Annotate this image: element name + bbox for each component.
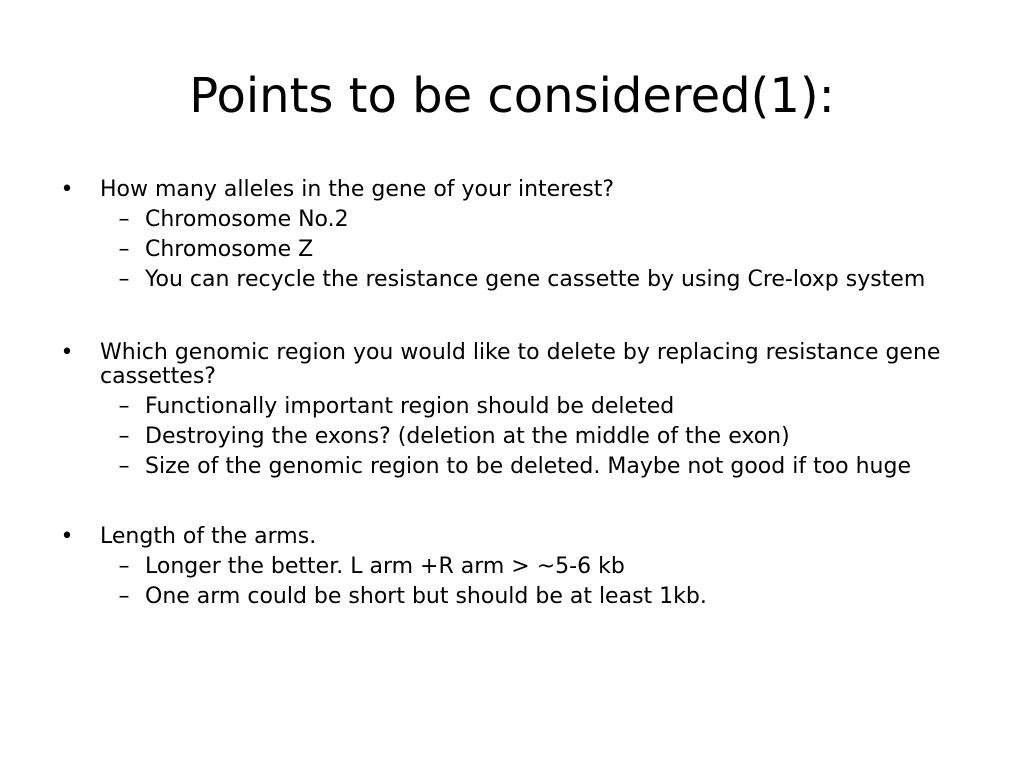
sub-item bbox=[100, 585, 977, 609]
sub-list bbox=[100, 208, 977, 292]
sub-item bbox=[100, 208, 977, 232]
bullet-marker: • bbox=[60, 177, 74, 202]
sub-marker: – bbox=[118, 237, 130, 262]
bullet-text: Length of the arms. bbox=[100, 524, 317, 549]
sub-marker: – bbox=[118, 394, 130, 419]
sub-marker: – bbox=[118, 554, 130, 579]
sub-marker: – bbox=[118, 424, 130, 449]
sub-item bbox=[100, 425, 977, 449]
sub-marker: – bbox=[118, 207, 130, 232]
slide-title: Points to be considered(1): bbox=[189, 68, 835, 124]
sub-text: Chromosome No.2 bbox=[145, 207, 349, 232]
sub-text: Chromosome Z bbox=[145, 237, 314, 262]
sub-item bbox=[100, 395, 977, 419]
sub-text: One arm could be short but should be at least 1kb. bbox=[145, 584, 707, 609]
sub-text: Functionally important region should be deleted bbox=[145, 394, 675, 419]
slide-body bbox=[57, 178, 977, 615]
sub-text: You can recycle the resistance gene cassette by using Cre-loxp system bbox=[145, 267, 926, 292]
sub-item bbox=[100, 238, 977, 262]
bullet-text: Which genomic region you would like to delete by replacing resistance gene cassettes? bbox=[100, 340, 941, 389]
bullet-item bbox=[57, 525, 977, 609]
sub-marker: – bbox=[118, 584, 130, 609]
bullet-marker: • bbox=[60, 524, 74, 549]
sub-list bbox=[100, 555, 977, 609]
sub-text: Destroying the exons? (deletion at the middle of the exon) bbox=[145, 424, 790, 449]
sub-text: Size of the genomic region to be deleted. Maybe not good if too huge bbox=[145, 454, 912, 479]
bullet-text: How many alleles in the gene of your interest? bbox=[100, 177, 615, 202]
sub-item bbox=[100, 455, 977, 479]
sub-item bbox=[100, 555, 977, 579]
bullet-marker: • bbox=[60, 340, 74, 365]
sub-marker: – bbox=[118, 267, 130, 292]
sub-text: Longer the better. L arm +R arm > ~5-6 kb bbox=[145, 554, 625, 579]
sub-marker: – bbox=[118, 454, 130, 479]
sub-list bbox=[100, 395, 977, 479]
bullet-item bbox=[57, 341, 977, 479]
sub-item bbox=[100, 268, 977, 292]
bullet-item bbox=[57, 178, 977, 292]
